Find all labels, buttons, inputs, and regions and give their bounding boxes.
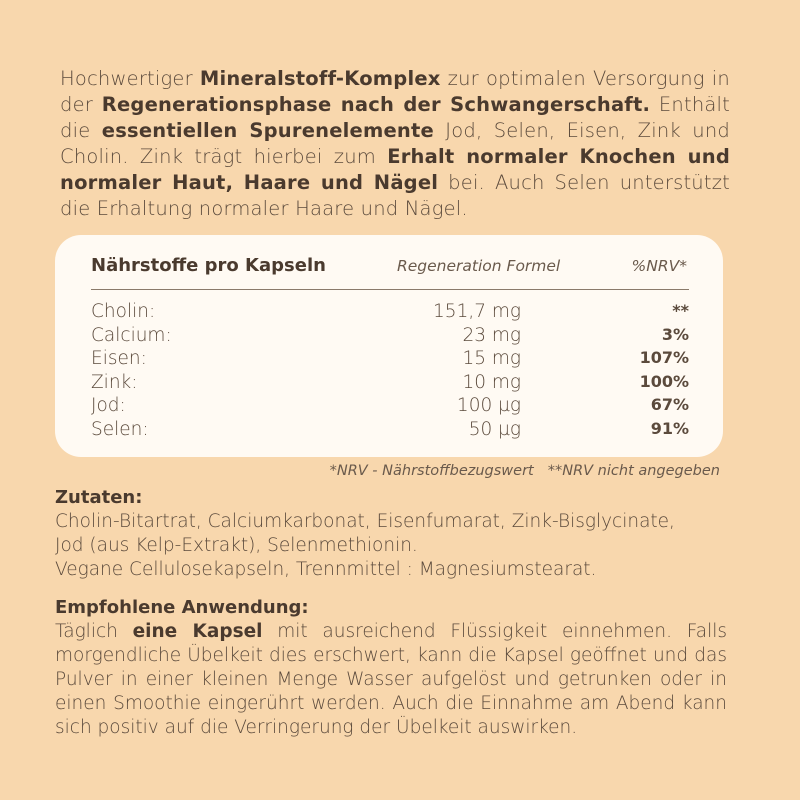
usage-text-2: mit ausreichend Flüssigkeit einnehmen. Falls morgendliche Übelkeit dies erschwert, kann die Kapsel geöffnet und das Pulver in einer kleinen Menge Wasser aufgelöst und getrunken oder in einen Smoothie eingerührt werden. Auch die Einnahme am Abend kann sich positiv auf die Verringerung der Übelkeit auswirken. xyxy=(55,621,727,738)
table-row xyxy=(91,395,689,419)
footnote-not-specified: **NRV nicht angegeben xyxy=(547,463,720,479)
intro-text-4: Jod, Selen, Eisen, Zink und Cholin. Zink trägt hierbei zum xyxy=(60,119,730,168)
usage-text xyxy=(55,620,727,740)
table-row xyxy=(91,419,689,443)
header-formula: Regeneration Formel xyxy=(397,257,561,275)
usage-title: Empfohlene Anwendung: xyxy=(55,597,309,618)
header-nutrients: Nährstoffe pro Kapseln xyxy=(91,255,326,276)
ingredients-line: Vegane Cellulosekapseln, Trennmittel : Magnesiumstearat. xyxy=(55,559,597,580)
nutrient-amount: 50 µg xyxy=(468,418,521,440)
nutrient-amount: 15 mg xyxy=(462,348,521,369)
nutrient-amount: 100 µg xyxy=(456,395,521,416)
nutrient-name: Calcium: xyxy=(91,324,172,346)
nutrient-name: Jod: xyxy=(91,395,126,416)
table-footnote xyxy=(330,463,720,479)
intro-bold-1: Mineralstoff-Komplex xyxy=(199,67,441,90)
intro-text-3: Enthält die xyxy=(60,93,730,142)
nutrient-nrv: 100% xyxy=(639,371,689,391)
nutrient-nrv: 107% xyxy=(639,348,689,367)
usage-bold-dose: eine Kapsel xyxy=(132,621,263,642)
table-row xyxy=(91,301,689,325)
nutrient-name: Cholin: xyxy=(91,301,156,322)
intro-text-2: zur optimalen Versorgung in der xyxy=(60,67,730,116)
table-row xyxy=(91,372,689,396)
footnote-nrv: *NRV - Nährstoffbezugswert xyxy=(329,463,534,479)
nutrition-table-card xyxy=(55,235,723,457)
product-description xyxy=(60,66,730,222)
usage-section xyxy=(55,596,727,740)
nutrition-table-body xyxy=(91,301,689,442)
ingredients-title: Zutaten: xyxy=(55,487,143,508)
table-row xyxy=(91,325,689,349)
nutrient-amount: 151,7 mg xyxy=(433,301,521,322)
nutrient-name: Eisen: xyxy=(91,348,147,369)
nutrient-nrv: 91% xyxy=(650,418,689,438)
header-nrv: %NRV* xyxy=(631,257,687,275)
intro-bold-4: Erhalt normaler Knochen und normaler Haut, Haare und Nägel xyxy=(60,145,730,194)
ingredients-line: Jod (aus Kelp-Extrakt), Selenmethionin. xyxy=(55,535,418,556)
ingredients-section xyxy=(55,486,727,582)
nutrient-amount: 10 mg xyxy=(462,371,521,393)
nutrient-nrv: 67% xyxy=(650,395,689,414)
nutrition-table-header xyxy=(91,255,689,290)
nutrient-name: Zink: xyxy=(91,371,138,393)
nutrient-amount: 23 mg xyxy=(462,324,521,346)
intro-bold-3: essentiellen Spurenelemente xyxy=(101,119,434,142)
nutrient-nrv: 3% xyxy=(661,324,689,344)
intro-text-1: Hochwertiger xyxy=(60,67,200,90)
ingredients-line: Cholin-Bitartrat, Calciumkarbonat, Eisenfumarat, Zink-Bisglycinate, xyxy=(55,511,675,532)
table-row xyxy=(91,348,689,372)
nutrient-name: Selen: xyxy=(91,418,149,440)
usage-text-1: Täglich xyxy=(55,621,133,642)
intro-bold-2: Regenerationsphase nach der Schwangerschaft. xyxy=(101,93,651,116)
intro-text-5: bei. Auch Selen unterstützt die Erhaltung normaler Haare und Nägel. xyxy=(60,171,730,220)
nutrient-nrv: ** xyxy=(672,301,689,320)
